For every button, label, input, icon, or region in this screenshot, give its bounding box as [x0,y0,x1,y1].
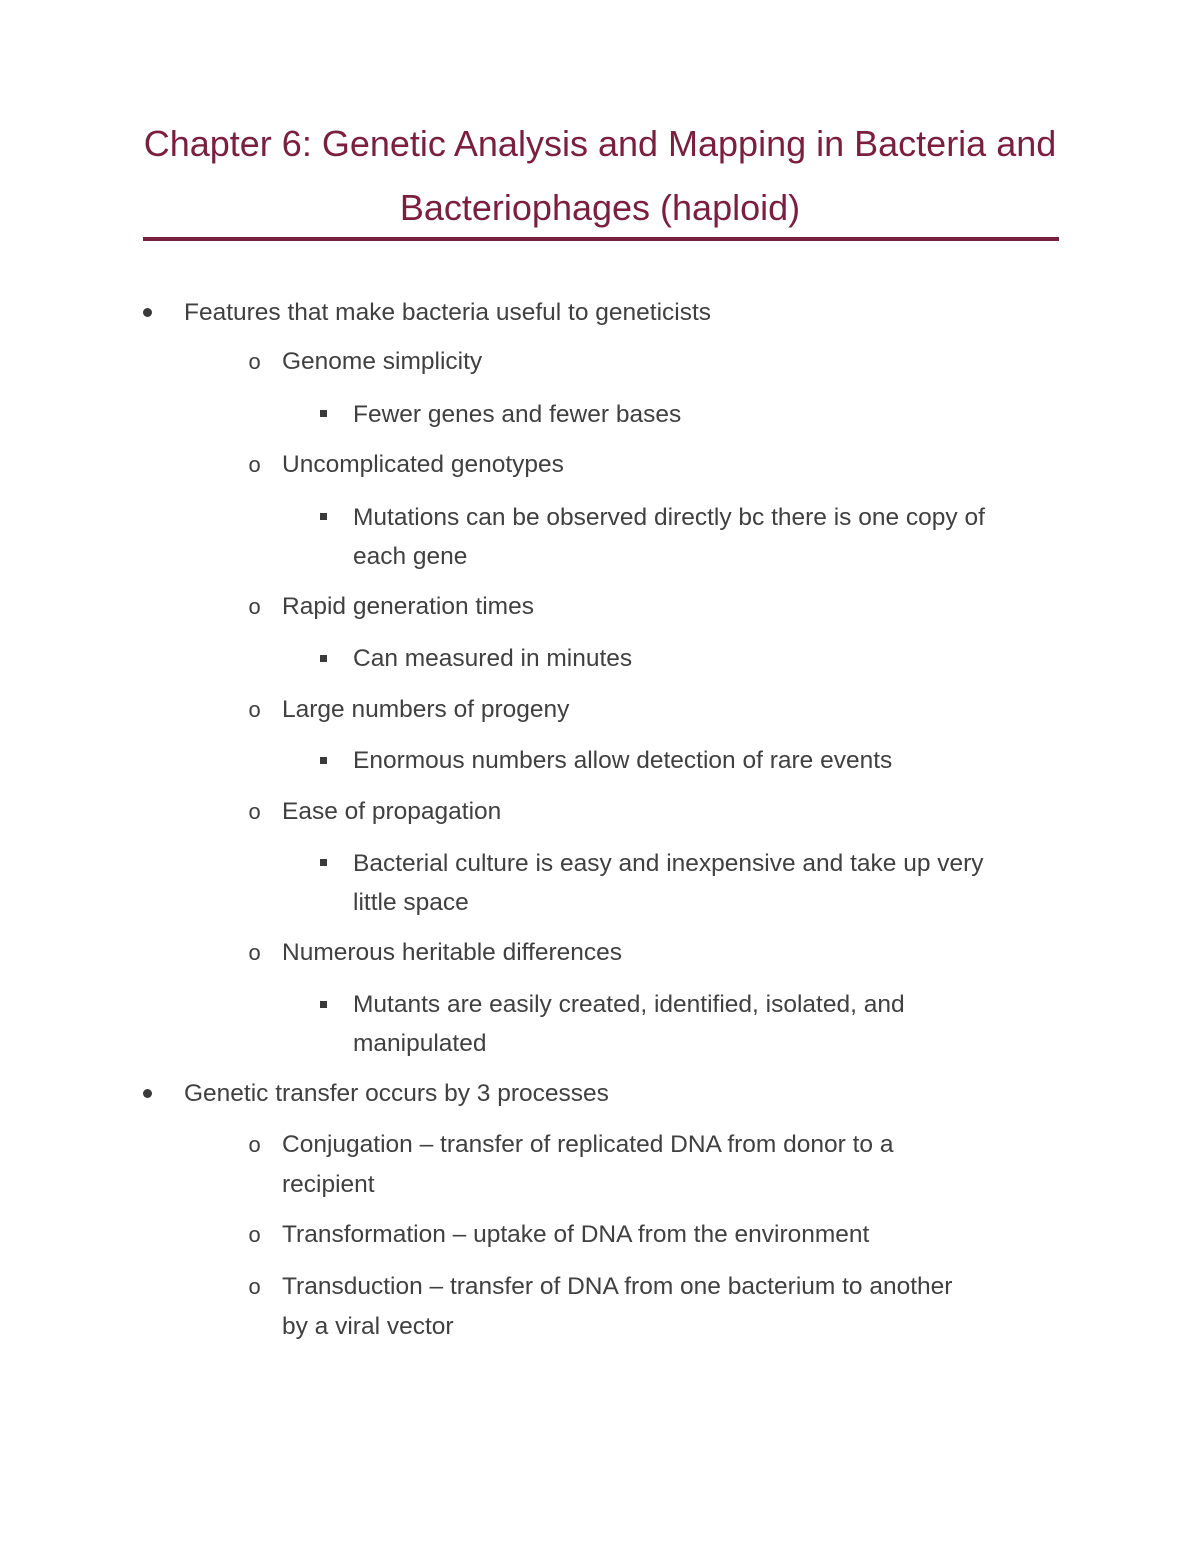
square-bullet-icon [320,655,327,662]
circle-bullet-icon: o [248,596,262,621]
square-bullet-icon [320,513,327,520]
circle-bullet-icon: o [248,801,262,826]
square-bullet-icon [320,410,327,417]
outline-item-genetic-transfer: Genetic transfer occurs by 3 processes [184,1080,609,1107]
outline-subsubitem-continuation: each gene [353,543,468,570]
circle-bullet-icon: o [248,1224,262,1249]
outline-subsubitem: Bacterial culture is easy and inexpensive and take up very [353,850,984,877]
outline-subsubitem: Mutants are easily created, identified, isolated, and [353,991,905,1018]
outline-subsubitem-continuation: manipulated [353,1030,487,1057]
circle-bullet-icon: o [248,454,262,479]
outline-subitem: Conjugation – transfer of replicated DNA from donor to a [282,1131,894,1158]
outline-subitem: Ease of propagation [282,798,502,825]
outline-subitem: Transformation – uptake of DNA from the environment [282,1221,870,1248]
outline-subitem: Large numbers of progeny [282,696,570,723]
outline-subitem: Numerous heritable differences [282,939,623,966]
bullet-icon [143,308,152,317]
title-line-2: Bacteriophages (haploid) [399,187,801,228]
outline-subitem-continuation: recipient [282,1171,375,1198]
circle-bullet-icon: o [248,1276,262,1301]
title-line-1: Chapter 6: Genetic Analysis and Mapping in Bacteria and [143,123,1057,164]
square-bullet-icon [320,757,327,764]
circle-bullet-icon: o [248,699,262,724]
outline-subitem: Rapid generation times [282,593,534,620]
outline-subsubitem: Mutations can be observed directly bc there is one copy of [353,504,985,531]
outline-subsubitem: Fewer genes and fewer bases [353,401,682,428]
outline-subsubitem-continuation: little space [353,889,469,916]
outline-item-features: Features that make bacteria useful to geneticists [184,299,712,326]
circle-bullet-icon: o [248,351,262,376]
square-bullet-icon [320,1001,327,1008]
outline-subsubitem: Can measured in minutes [353,645,633,672]
outline-subitem: Genome simplicity [282,348,483,375]
outline-subsubitem: Enormous numbers allow detection of rare events [353,747,893,774]
outline-subitem: Uncomplicated genotypes [282,451,564,478]
bullet-icon [143,1089,152,1098]
square-bullet-icon [320,859,327,866]
title-divider [143,237,1059,241]
page-title [140,112,1060,240]
circle-bullet-icon: o [248,1134,262,1159]
outline-subitem: Transduction – transfer of DNA from one bacterium to another [282,1273,953,1300]
circle-bullet-icon: o [248,942,262,967]
outline-subitem-continuation: by a viral vector [282,1313,454,1340]
